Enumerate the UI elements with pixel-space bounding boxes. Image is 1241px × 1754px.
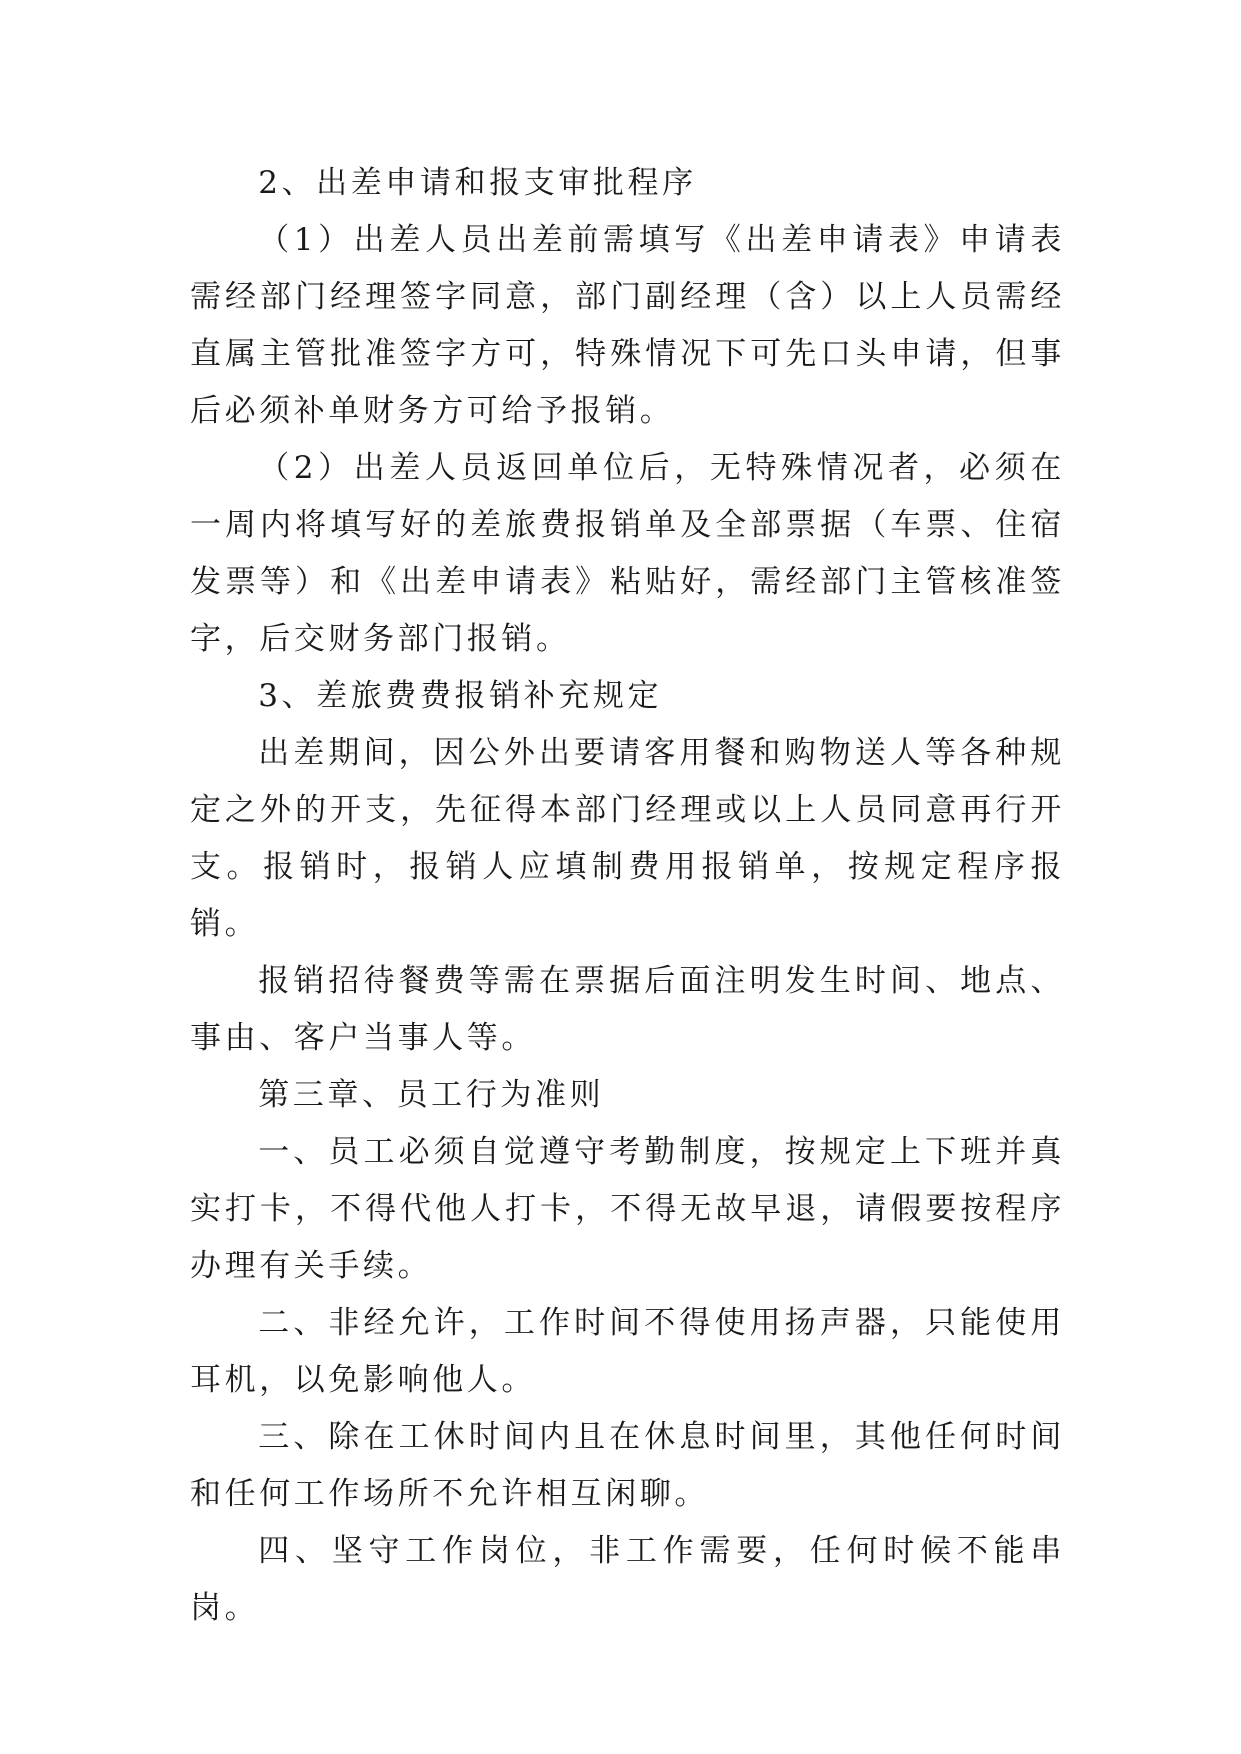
- body-paragraph: 一、员工必须自觉遵守考勤制度，按规定上下班并真实打卡，不得代他人打卡，不得无故早退，请假要按程序办理有关手续。: [190, 1134, 1065, 1284]
- section-heading: 2、出差申请和报支审批程序: [258, 165, 697, 201]
- body-paragraph: （1）出差人员出差前需填写《出差申请表》申请表需经部门经理签字同意，部门副经理（含）以上人员需经直属主管批准签字方可，特殊情况下可先口头申请，但事后必须补单财务方可给予报销。: [190, 222, 1065, 429]
- body-paragraph: 二、非经允许，工作时间不得使用扬声器，只能使用耳机，以免影响他人。: [190, 1305, 1065, 1398]
- section-heading: 3、差旅费费报销补充规定: [258, 678, 663, 714]
- body-paragraph: 三、除在工休时间内且在休息时间里，其他任何时间和任何工作场所不允许相互闲聊。: [190, 1419, 1065, 1512]
- chapter-heading: 第三章、员工行为准则: [258, 1077, 605, 1113]
- body-paragraph: 四、坚守工作岗位，非工作需要，任何时候不能串岗。: [190, 1533, 1065, 1626]
- body-paragraph: 出差期间，因公外出要请客用餐和购物送人等各种规定之外的开支，先征得本部门经理或以上人员同意再行开支。报销时，报销人应填制费用报销单，按规定程序报销。: [190, 735, 1065, 942]
- document-body: [190, 155, 1065, 1637]
- body-paragraph: 报销招待餐费等需在票据后面注明发生时间、地点、事由、客户当事人等。: [190, 963, 1065, 1056]
- body-paragraph: （2）出差人员返回单位后，无特殊情况者，必须在一周内将填写好的差旅费报销单及全部票据（车票、住宿发票等）和《出差申请表》粘贴好，需经部门主管核准签字，后交财务部门报销。: [190, 450, 1065, 657]
